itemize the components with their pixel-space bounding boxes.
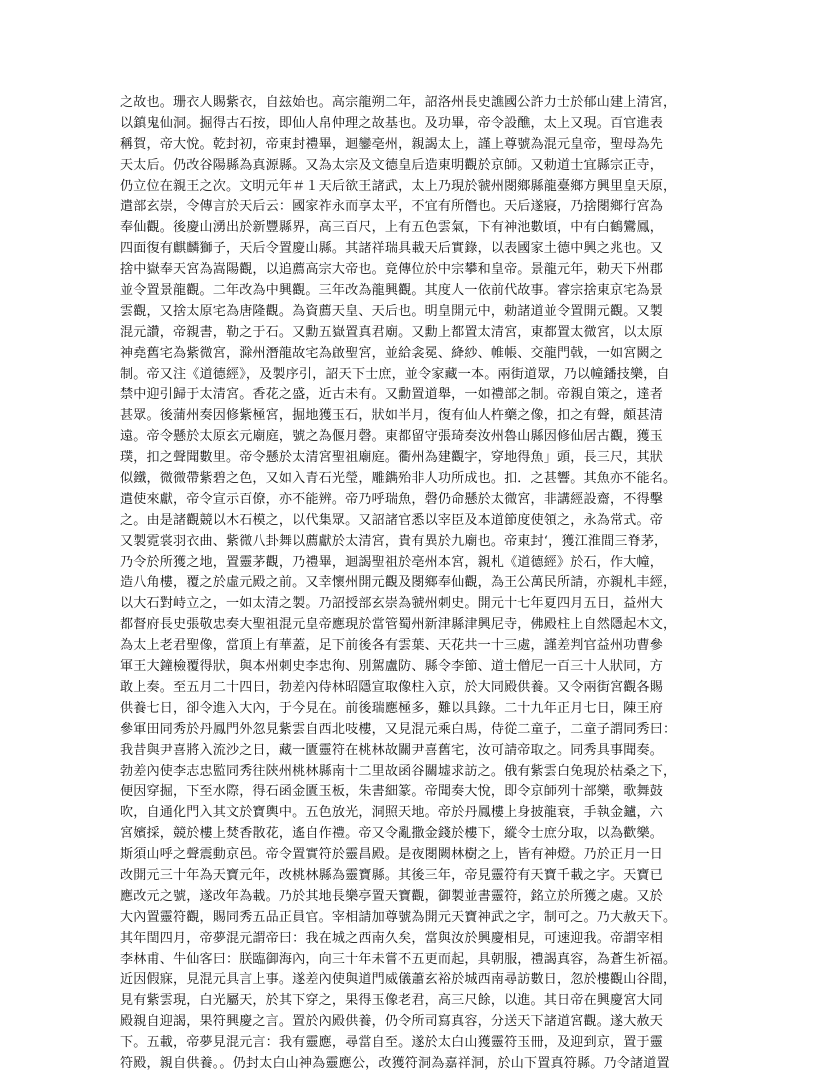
text-line: 吹，自通化門入其文於寶輿中。五色放光，洞照天地。帝於丹鳳樓上身披龍衰，手執金鑪，六 bbox=[120, 805, 663, 821]
text-line: 為太上老君聖像，當頂上有華蓋，足下前後各有雲葉、天花共一十三處，謹差判官益州功曹參 bbox=[120, 638, 663, 654]
text-line: 軍王大鐘檢覆得狀，與本州刺史李忠徇、別駕盧防、縣令李節、道士僧尼一百三十人狀同，方 bbox=[120, 659, 663, 675]
text-line: 似鐵，微微帶紫碧之色，又如入青石光瑩，雕鐫殆非人功所成也。扣．之甚響。其魚亦不能名。 bbox=[120, 471, 677, 487]
text-line: 混元讚，帝親書，勒之于石。又勳五嶽置真君廟。又勳上都置太清宮，東都置太微宮，以太原 bbox=[120, 324, 663, 340]
text-line: 勃差內使李志忠監同秀往陝州桃林縣南十二里故函谷關墟求訪之。俄有紫雲白兔現於枯桑之下， bbox=[120, 763, 677, 779]
text-line: 捨中嶽奉天宮為嵩陽觀，以追薦高宗大帝也。竟傳位於中宗攀和皇帝。景龍元年，勅天下州郡 bbox=[120, 262, 663, 278]
text-line: 遠。帝令懸於太原玄元廟庭，號之為偃月磬。東都留守張琦奏汝州魯山縣因修仙居古觀，獲玉 bbox=[120, 429, 663, 445]
text-line: 都督府長史張敬忠奏大聖祖混元皇帝應現於當管蜀州新津縣津興尼寺，佛殿柱上自然隱起木文， bbox=[120, 617, 677, 633]
text-line: 李林甫、牛仙客曰：朕臨御海內，向三十年未嘗不五更而起，具朝服，禮謁真容，為蒼生祈福。 bbox=[120, 951, 677, 967]
text-line: 之故也。珊衣人賜紫衣，自玆始也。高宗龍朔二年，詔洛州長史譙國公許力士於郁山建上清宮， bbox=[120, 95, 677, 110]
body-text bbox=[120, 93, 696, 1075]
text-line: 便因穿掘，下至水際，得石函金匱玉板，朱書細篆。帝聞奏大悅，即令京師列十部樂，歌舞鼓 bbox=[120, 784, 663, 800]
text-line: 下。五載，帝夢見混元言：我有靈應，尋當自至。遂於太白山獲靈符玉冊，及迎到京，置于靈 bbox=[120, 1035, 663, 1051]
text-line: 改開元三十年為天寶元年，改桃林縣為靈寶縣。其後三年，帝見靈符有天寶千載之字。天寶已 bbox=[120, 867, 663, 883]
text-line: 禁中迎引歸于太清宮。香花之盛，近古未有。又勳置道舉，一如禮部之制。帝親自策之，達者 bbox=[120, 387, 663, 403]
text-line: 天太后。仍改谷陽縣為真源縣。又為太宗及文德皇后造東明觀於京師。又勅道士宜縣宗正寺， bbox=[120, 157, 663, 173]
text-line: 仍立位在親王之次。文明元年＃１天后欲王諸武，太上乃現於虢州閿鄉縣龍臺鄉方興里皇天原， bbox=[120, 178, 677, 194]
text-line: 我昔與尹喜將入流沙之日，藏一匱靈符在桃林故關尹喜舊宅，汝可請帝取之。同秀具事聞奏。 bbox=[120, 742, 663, 758]
text-line: 近因假寐，見混元具言上事。遂差內使與道門威儀蕭玄裕於城西南尋訪數日，忽於樓觀山谷間， bbox=[120, 972, 677, 988]
text-line: 又製霓裳羽衣曲、紫微八卦舞以薦獻於太清宮，貴有異於九廟也。帝東封‘，獲江淮間三脊茅， bbox=[120, 533, 668, 549]
text-line: 甚眾。後蒲州奏因修紫極宮，掘地獲玉石，狀如半月，復有仙人杵藥之像，扣之有聲，頗甚清 bbox=[120, 408, 663, 424]
text-line: 造八角樓，覆之於虛元殿之前。又幸懷州開元觀及閿鄉奉仙觀，為王公萬民所請，亦親札丰經， bbox=[120, 575, 677, 591]
text-line: 斯須山呼之聲震動京邑。帝令置實符於靈昌殿。是夜閿闕林樹之上，皆有神燈。乃於正月一日 bbox=[120, 847, 663, 863]
text-line: 神堯舊宅為紫微宮，滁州潛龍故宅為啟聖宮，並給衾冕、絳紗、帷帳、交龍門戟，一如宮闕之 bbox=[120, 345, 663, 361]
text-line: 雲觀，又捨太原宅為唐隆觀。為資薦天皇、天后也。明皇開元中，勅諸道並令置開元觀。又製 bbox=[120, 303, 663, 319]
text-line: 以鎮鬼仙洞。掘得古石按，即仙人帛仲理之故基也。及功畢，帝令設醮，太上又現。百官進表 bbox=[120, 115, 663, 131]
text-line: 遣部玄崇，令傳言於天后云：國家祚永而享太平，不宜有所僭也。天后遂寢，乃捨閿鄉行宮為 bbox=[120, 199, 663, 215]
text-line: 供養七日，卻令進入大內，于今見在。前後瑞應極多，難以具錄。二十九年正月七日，陳王府 bbox=[120, 700, 663, 716]
text-line: 應改元之號，遂改年為載。乃於其地長樂亭置天寶觀，御製並書靈符，銘立於所獲之處。又於 bbox=[120, 888, 663, 904]
text-line: 宮嬪採，競於樓上焚香散花，遙自作禮。帝又令亂撒金錢於樓下，縱令士庶分取，以為歡樂。 bbox=[120, 826, 663, 842]
text-line: 參軍田同秀於丹鳳門外忽見紫雲自西北吱樓，又見混元乘白馬，侍從二童子，二童子謂同秀曰： bbox=[120, 721, 677, 737]
text-line: 見有紫雲現，白光屬天，於其下穿之，果得玉像老君，高三尺餘，以進。其日帝在興慶宮大同 bbox=[120, 993, 663, 1009]
text-line: 之。由是諸觀競以木石模之，以代集眾。又詔諸官悉以宰臣及本道節度使領之，永為常式。帝 bbox=[120, 512, 663, 528]
text-line: 乃令於所獲之地，置靈茅觀，乃禮畢，迴謁聖祖於亳州本宮，親札《道德經》於石，作大幢， bbox=[120, 554, 663, 570]
text-line: 制。帝又注《道德經》，及製序引，詔天下士庶，並令家藏一本。兩街道眾，乃以幢鐇技樂，自 bbox=[120, 366, 670, 382]
text-line: 敢上奏。至五月二十四日，勃差內侍林昭隱宣取像柱入京，於大同殿供養。又令兩街宮觀各賜 bbox=[120, 679, 663, 695]
text-line: 並令置景龍觀。二年改為中興觀。三年改為龍興觀。其度人一依前代故事。睿宗捨東京宅為景 bbox=[120, 283, 663, 299]
text-line: 符殿，親自供養。。仍封太白山神為靈應公，改獲符洞為嘉祥洞，於山下置真符縣。乃令諸道置 bbox=[120, 1055, 670, 1071]
text-line: 遣使來獻，帝令宣示百僚，亦不能辨。帝乃呼瑞魚，磬仍命懸於太微宮，非講經設齋，不得擊 bbox=[120, 491, 663, 507]
text-line: 以大石對峙立之，一如太清之製。乃詔授部玄崇為虢州刺史。開元十七年夏四月五日，益州大 bbox=[120, 596, 663, 612]
text-line: 四面復有麒麟獅子，天后令置慶山縣。其諸祥瑞具載天后實錄，以表國家土德中興之兆也。又 bbox=[120, 241, 663, 257]
text-line: 大內置靈符觀，賜同秀五品正員官。宰相請加尊號為開元天寶神武之字，制可之。乃大赦天下。 bbox=[120, 909, 677, 925]
text-line: 璞，扣之聲聞數里。帝令懸於太清宮聖祖廟庭。衢州為建觀字，穿地得魚」頭，長三尺，其狀 bbox=[120, 450, 663, 466]
text-line: 奉仙觀。後慶山湧出於新豐縣界，高三百尺，上有五色雲氣，下有神池數頃，中有白鶴鸞鳳， bbox=[120, 220, 663, 236]
text-line: 其年閏四月，帝夢混元謂帝曰：我在城之西南久矣，當與汝於興慶相見，可速迎我。帝謂宰相 bbox=[120, 930, 663, 946]
text-line: 稱賀，帝大悅。乾封初，帝東封禮畢，迴鑾亳州，親謁太上，謹上尊號為混元皇帝，聖母為先 bbox=[120, 136, 663, 152]
text-line: 殿親自迎謁，果符興慶之言。置於內殿供養，仍令所司寫真容，分送天下諸道宮觀。遂大赦天 bbox=[120, 1014, 663, 1030]
